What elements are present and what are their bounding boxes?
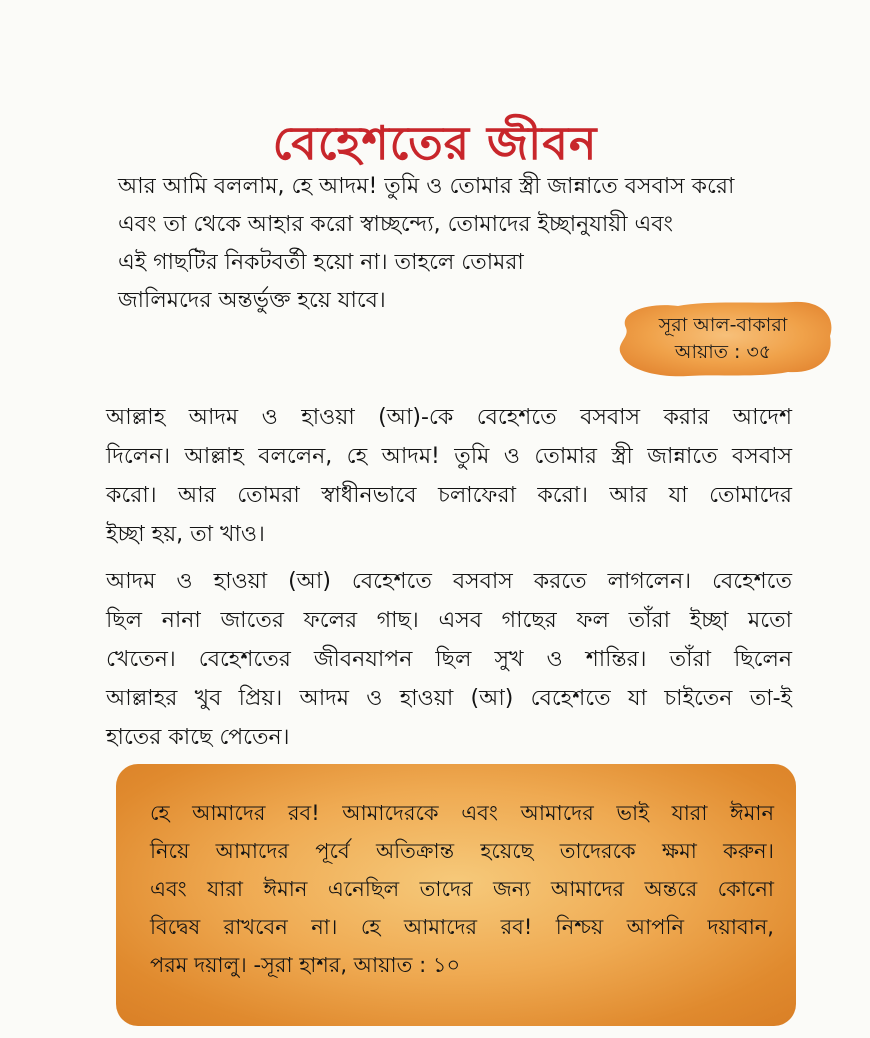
dua-text [150,794,774,984]
dua-line: পরম দয়ালু। -সূরা হাশর, আয়াত : ১০ [150,953,461,977]
ayat-number: আয়াত : ৩৫ [674,341,772,363]
dua-line: বিদ্বেষ রাখবেন না। হে আমাদের রব! নিশ্চয় আপনি দয়াবান, [150,915,774,939]
dua-line: এবং যারা ঈমান এনেছিল তাদের জন্য আমাদের অন্তরে কোনো [150,877,774,901]
paragraph-line: দিলেন। আল্লাহ বললেন, হে আদম! তুমি ও তোমার স্ত্রী জান্নাতে বসবাস [106,444,792,469]
paragraph-line: ছিল নানা জাতের ফলের গাছ। এসব গাছের ফল তাঁরা ইচ্ছা মতো [106,608,792,633]
verse-line: আর আমি বললাম, হে আদম! তুমি ও তোমার স্ত্রী জান্নাতে বসবাস করো [118,174,735,199]
paragraph-1 [106,398,792,554]
paragraph-line: খেতেন। বেহেশতের জীবনযাপন ছিল সুখ ও শান্তির। তাঁরা ছিলেন [106,647,792,672]
paragraph-2 [106,562,792,757]
verse-reference-badge [608,298,838,380]
verse-reference-text [608,312,838,366]
dua-line: হে আমাদের রব! আমাদেরকে এবং আমাদের ভাই যারা ঈমান [150,801,774,825]
paragraph-line: হাতের কাছে পেতেন। [106,725,290,750]
paragraph-line: আল্লাহ আদম ও হাওয়া (আ)-কে বেহেশতে বসবাস করার আদেশ [106,405,792,430]
page-title: বেহেশতের জীবন [272,115,598,170]
surah-name: সূরা আল-বাকারা [658,314,788,336]
dua-line: নিয়ে আমাদের পূর্বে অতিক্রান্ত হয়েছে তাদেরকে ক্ষমা করুন। [150,839,774,863]
paragraph-line: ইচ্ছা হয়, তা খাও। [106,522,265,547]
paragraph-line: করো। আর তোমরা স্বাধীনভাবে চলাফেরা করো। আর যা তোমাদের [106,483,792,508]
paragraph-line: আল্লাহর খুব প্রিয়। আদম ও হাওয়া (আ) বেহেশতে যা চাইতেন তা-ই [106,686,792,711]
verse-line: জালিমদের অন্তর্ভুক্ত হয়ে যাবে। [118,288,386,313]
paragraph-line: আদম ও হাওয়া (আ) বেহেশতে বসবাস করতে লাগলেন। বেহেশতে [106,569,792,594]
verse-line: এই গাছটির নিকটবর্তী হয়ো না। তাহলে তোমরা [118,250,524,275]
verse-line: এবং তা থেকে আহার করো স্বাচ্ছন্দ্যে, তোমাদের ইচ্ছানুযায়ী এবং [118,212,674,237]
